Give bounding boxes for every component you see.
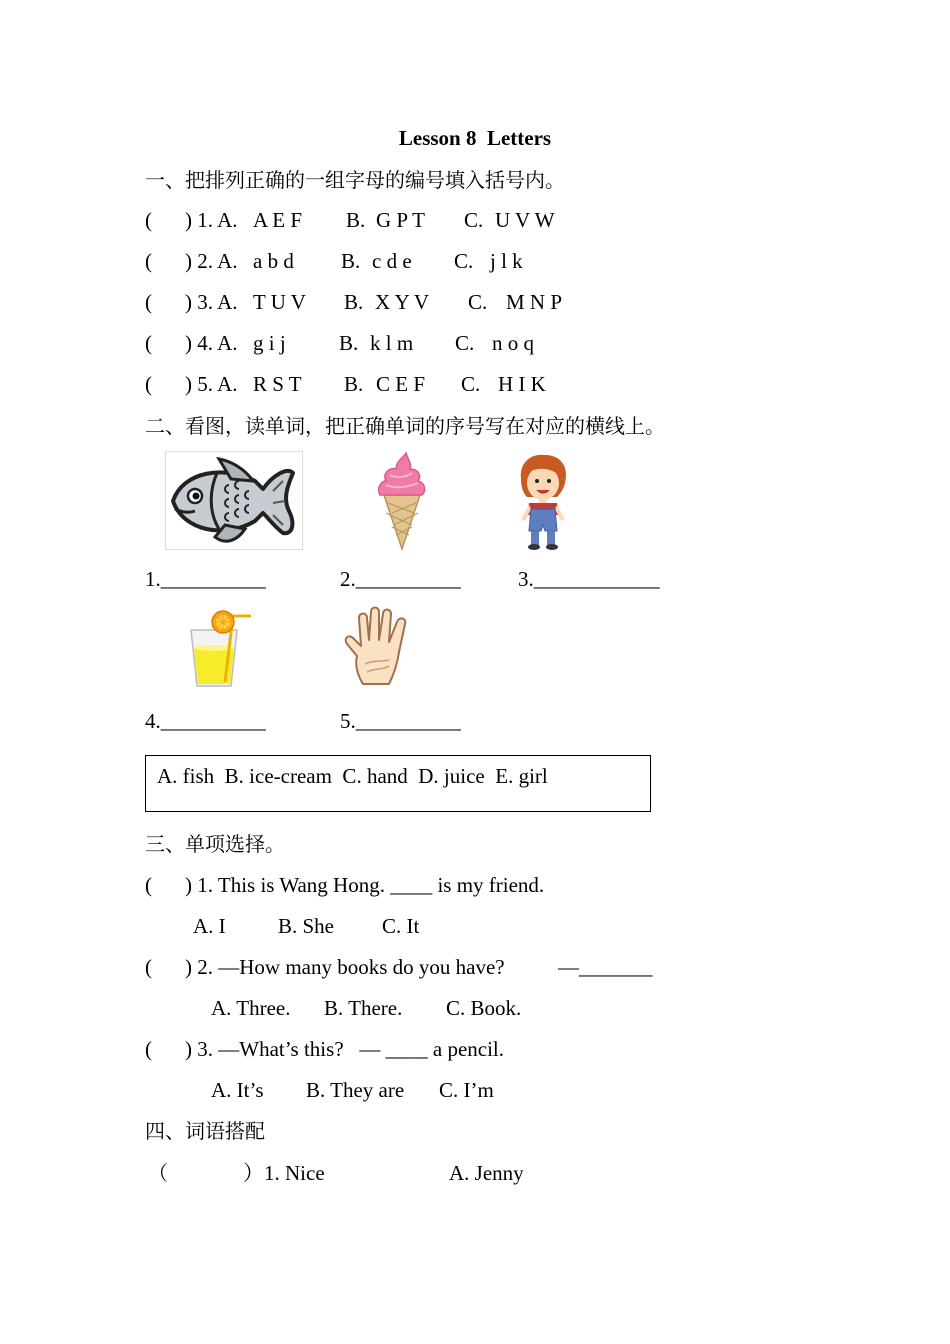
option-b: c d e (372, 249, 412, 273)
option-c: n o q (492, 331, 534, 355)
blank-1[interactable]: 1.__________ (145, 567, 266, 591)
answer-paren: ( (145, 873, 152, 897)
q1-option-b: B. She (278, 914, 335, 938)
option-a: R S T (253, 372, 302, 396)
q2-option-b: B. There. (324, 996, 403, 1020)
option-b: k l m (370, 331, 414, 355)
question-number: ) 1. A. (185, 208, 238, 232)
hand-icon (343, 604, 413, 686)
option-c-label: C. (464, 208, 484, 232)
q2-option-a: A. Three. (211, 996, 291, 1020)
page-title: Lesson 8 Letters (398, 126, 552, 150)
option-a: A E F (253, 208, 303, 232)
option-b: X Y V (375, 290, 430, 314)
match-open-paren: （ (148, 1161, 168, 1185)
question-2-answer-blank: —_______ (558, 955, 653, 979)
q3-option-b: B. They are (306, 1078, 405, 1102)
answer-paren: ( (145, 249, 152, 273)
word-bank: A. fish B. ice-cream C. hand D. juice E. girl (157, 764, 548, 788)
q2-option-c: C. Book. (446, 996, 522, 1020)
option-b-label: B. (344, 290, 364, 314)
word-bank-box (145, 755, 651, 812)
section3-heading: 三、单项选择。 (145, 832, 285, 856)
option-c: j l k (490, 249, 523, 273)
girl-icon (513, 453, 573, 551)
answer-paren: ( (145, 955, 152, 979)
option-c-label: C. (454, 249, 474, 273)
option-a: g i j (253, 331, 286, 355)
question-number: ) 4. A. (185, 331, 238, 355)
question-number: ) 5. A. (185, 372, 238, 396)
section1-heading: 一、把排列正确的一组字母的编号填入括号内。 (145, 168, 565, 192)
answer-paren: ( (145, 372, 152, 396)
section2-heading: 二、看图，读单词，把正确单词的序号写在对应的横线上。 (145, 414, 665, 438)
question-number: ) 3. A. (185, 290, 238, 314)
option-b-label: B. (346, 208, 366, 232)
q3-option-c: C. I’m (439, 1078, 494, 1102)
question-1-text: ) 1. This is Wang Hong. ____ is my friend. (185, 873, 545, 897)
q1-option-a: A. I (193, 914, 226, 938)
question-number: ) 2. A. (185, 249, 238, 273)
match-item-1: ）1. Nice (243, 1161, 325, 1185)
option-c-label: C. (455, 331, 475, 355)
q3-option-a: A. It’s (211, 1078, 264, 1102)
option-b-label: B. (341, 249, 361, 273)
blank-2[interactable]: 2.__________ (340, 567, 461, 591)
option-c: M N P (506, 290, 563, 314)
answer-paren: ( (145, 290, 152, 314)
option-b-label: B. (344, 372, 364, 396)
option-c: U V W (495, 208, 555, 232)
question-3-text: ) 3. —What’s this? — ____ a pencil. (185, 1037, 505, 1061)
section4-heading: 四、词语搭配 (145, 1119, 265, 1143)
option-a: T U V (253, 290, 306, 314)
question-2-text: ) 2. —How many books do you have? (185, 955, 505, 979)
fish-icon (165, 451, 303, 550)
answer-paren: ( (145, 1037, 152, 1061)
option-c: H I K (498, 372, 546, 396)
answer-paren: ( (145, 208, 152, 232)
match-option-a: A. Jenny (449, 1161, 524, 1185)
ice-cream-icon (372, 451, 432, 551)
answer-paren: ( (145, 331, 152, 355)
option-a: a b d (253, 249, 294, 273)
option-c-label: C. (468, 290, 488, 314)
option-b: G P T (376, 208, 426, 232)
option-b: C E F (376, 372, 426, 396)
blank-3[interactable]: 3.____________ (518, 567, 660, 591)
blank-5[interactable]: 5.__________ (340, 709, 461, 733)
blank-4[interactable]: 4.__________ (145, 709, 266, 733)
option-c-label: C. (461, 372, 481, 396)
juice-icon (185, 608, 260, 688)
option-b-label: B. (339, 331, 359, 355)
q1-option-c: C. It (382, 914, 420, 938)
